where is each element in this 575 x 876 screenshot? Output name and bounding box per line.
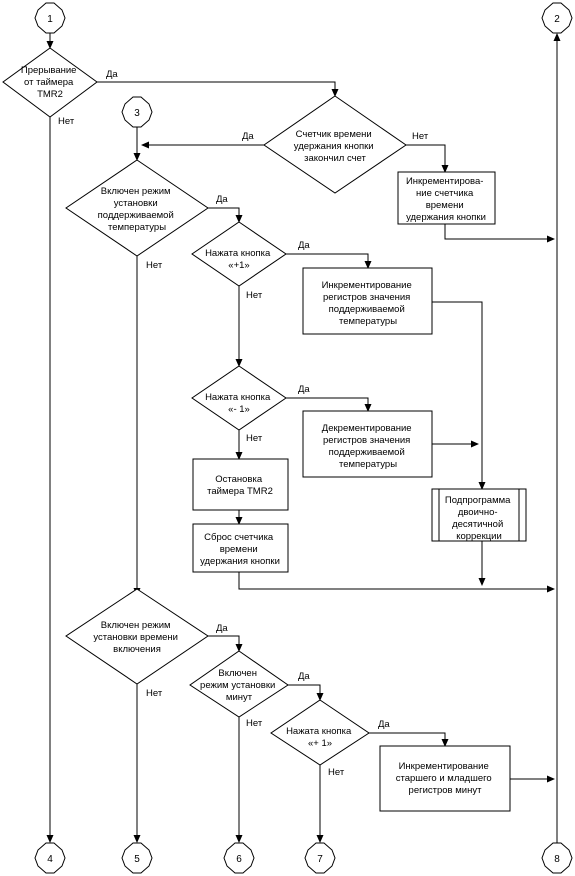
decision-text: закончил счет xyxy=(304,153,366,164)
decision-text: Включен режим xyxy=(100,620,171,631)
flow-line xyxy=(208,208,239,222)
no-label: Нет xyxy=(412,131,429,142)
yes-label: Да xyxy=(298,384,310,395)
process-text: температуры xyxy=(338,459,398,470)
decision-button-plus-1-minutes xyxy=(271,700,369,765)
decision-button-plus-1 xyxy=(192,222,286,286)
connector-8 xyxy=(542,843,572,873)
decision-text: температуры xyxy=(107,222,167,233)
yes-label: Да xyxy=(298,240,310,251)
connector-label: 2 xyxy=(554,14,560,25)
process-text: времени xyxy=(425,200,464,211)
process-text: Инкрементирование xyxy=(321,280,412,291)
process-text: регистров минут xyxy=(408,785,482,796)
decision-text: «- 1» xyxy=(228,404,250,415)
connector-2 xyxy=(542,3,572,33)
flow-line xyxy=(369,733,445,746)
process-text: ние счетчика xyxy=(416,188,474,199)
flow-line xyxy=(239,572,554,589)
decision-text: минут xyxy=(225,692,253,703)
flow-line xyxy=(406,145,445,172)
process-text: времени xyxy=(219,544,258,555)
decision-text: удержания кнопки xyxy=(293,141,374,152)
process-text: Инкрементирование xyxy=(398,761,489,772)
yes-label: Да xyxy=(216,623,228,634)
process-increment-minutes xyxy=(380,746,510,811)
decision-temperature-mode xyxy=(66,160,208,256)
decision-text: установки времени xyxy=(93,632,178,643)
process-text: поддерживаемой xyxy=(328,304,405,315)
svg-text:Счетчик времени удержани xyxy=(294,129,376,164)
connector-label: 1 xyxy=(47,14,53,25)
process-text: температуры xyxy=(338,316,398,327)
process-text: Остановка xyxy=(215,474,263,485)
svg-text:Остановка таймера TMR2 xyxy=(207,474,273,497)
flow-line xyxy=(286,398,368,411)
connector-label: 7 xyxy=(317,854,323,865)
process-text: десятичной xyxy=(452,519,504,530)
no-label: Нет xyxy=(246,718,263,729)
process-reset-hold-counter xyxy=(193,524,288,572)
yes-label: Да xyxy=(378,719,390,730)
connector-label: 4 xyxy=(47,854,53,865)
decision-text: от таймера xyxy=(24,77,74,88)
process-increment-temperature xyxy=(303,268,432,334)
decision-text: включения xyxy=(113,644,161,655)
decision-text: Включен режим xyxy=(100,186,171,197)
connector-3 xyxy=(122,97,152,127)
connector-6 xyxy=(224,843,254,873)
decision-hold-counter-finished xyxy=(264,96,406,193)
decision-text: TMR2 xyxy=(37,89,63,100)
decision-text: режим установки xyxy=(200,680,276,691)
process-text: двоично- xyxy=(457,507,498,518)
yes-label: Да xyxy=(216,194,228,205)
process-text: коррекции xyxy=(456,531,502,542)
subroutine-bcd-correction xyxy=(432,489,526,542)
decision-text: Нажата кнопка xyxy=(286,726,352,737)
connector-7 xyxy=(305,843,335,873)
decision-text: Счетчик времени xyxy=(295,129,372,140)
decision-text: Включен xyxy=(218,668,257,679)
connector-label: 8 xyxy=(554,854,560,865)
decision-text: установки xyxy=(113,198,158,209)
yes-label: Да xyxy=(242,131,254,142)
svg-text:Включен режим установки xyxy=(98,186,177,233)
connector-label: 5 xyxy=(134,854,140,865)
process-decrement-temperature xyxy=(303,411,432,477)
flow-line xyxy=(286,254,368,268)
connector-5 xyxy=(122,843,152,873)
yes-label: Да xyxy=(298,671,310,682)
no-label: Нет xyxy=(146,688,163,699)
decision-time-mode xyxy=(66,589,208,684)
process-text: удержания кнопки xyxy=(200,556,280,567)
process-increment-hold-counter xyxy=(398,172,495,224)
no-label: Нет xyxy=(246,290,263,301)
decision-text: поддерживаемой xyxy=(97,210,174,221)
process-text: старшего и младшего xyxy=(395,773,492,784)
connector-label: 3 xyxy=(134,108,140,119)
process-text: таймера TMR2 xyxy=(207,486,273,497)
flow-line xyxy=(208,636,239,651)
connector-1 xyxy=(35,3,65,33)
connector-label: 6 xyxy=(236,854,242,865)
decision-text: Нажата кнопка xyxy=(205,248,271,259)
decision-text: Нажата кнопка xyxy=(205,392,271,403)
process-text: Инкрементирова- xyxy=(405,176,484,187)
decision-text: «+1» xyxy=(228,260,250,271)
no-label: Нет xyxy=(246,433,263,444)
process-text: Декрементирование xyxy=(321,423,412,434)
process-text: регистров значения xyxy=(323,292,411,303)
process-text: Подпрограмма xyxy=(444,495,511,506)
no-label: Нет xyxy=(328,767,345,778)
process-text: Сброс счетчика xyxy=(204,532,274,543)
process-text: поддерживаемой xyxy=(328,447,405,458)
decision-text: Прерывание xyxy=(20,65,77,76)
connector-4 xyxy=(35,843,65,873)
no-label: Нет xyxy=(58,116,75,127)
decision-tmr2-interrupt xyxy=(3,48,97,117)
decision-text: «+ 1» xyxy=(307,738,333,749)
process-text: регистров значения xyxy=(323,435,411,446)
flow-line xyxy=(445,224,554,239)
yes-label: Да xyxy=(106,69,118,80)
flow-line xyxy=(288,685,320,700)
flow-line xyxy=(97,82,335,96)
no-label: Нет xyxy=(146,260,163,271)
svg-text:Инкрементирование старше xyxy=(396,761,495,796)
process-text: удержания кнопки xyxy=(406,212,486,223)
decision-minutes-mode xyxy=(190,651,288,717)
process-stop-timer xyxy=(193,459,288,510)
decision-button-minus-1 xyxy=(192,366,286,430)
flow-line xyxy=(432,302,482,489)
